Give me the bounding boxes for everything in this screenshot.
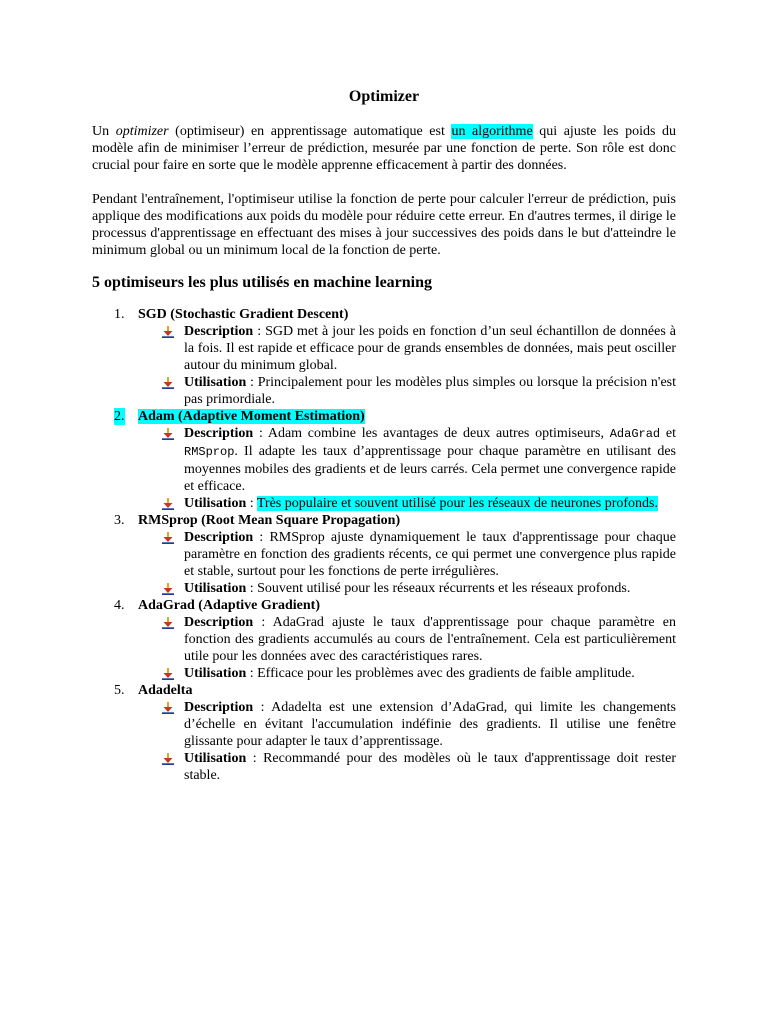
list-item (92, 597, 676, 682)
intro-text: (optimiseur) en apprentissage automatique est (168, 124, 452, 139)
list-item-heading (92, 408, 676, 425)
list-item (92, 306, 676, 408)
list-item-number: 4. (114, 598, 125, 613)
utilisation-bullet (92, 580, 676, 597)
highlighted-text: un algorithme (451, 124, 533, 139)
description-text: SGD met à jour les poids en fonction d’un seul échantillon de données à la fois. Il est rapide et efficace pour de grands ensembles de données, mais peut osciller autour du minimum global. (184, 324, 676, 373)
utilisation-text: Principalement pour les modèles plus simples ou lorsque la précision n'est pas primordiale. (184, 375, 677, 407)
optimizer-list (92, 306, 676, 784)
arrow-bullet-icon (162, 532, 174, 544)
description-bullet (92, 323, 676, 374)
arrow-bullet-icon (162, 498, 174, 510)
label-separator: : (253, 426, 268, 441)
utilisation-text: Efficace pour les problèmes avec des gradients de faible amplitude. (257, 666, 635, 681)
label-separator: : (253, 700, 272, 715)
arrow-bullet-icon (162, 753, 174, 765)
list-item-title: Adam (Adaptive Moment Estimation) (138, 409, 365, 424)
code-adagrad: AdaGrad (609, 427, 661, 441)
utilisation-label: Utilisation (184, 581, 247, 596)
utilisation-text-highlighted: Très populaire et souvent utilisé pour les réseaux de neurones profonds. (256, 496, 658, 511)
label-separator: : (246, 581, 258, 596)
arrow-bullet-icon (162, 377, 174, 389)
description-text: AdaGrad ajuste le taux d'apprentissage pour chaque paramètre en fonction des gradients accumulés au cours de l'entraînement. Cela est particulièrement utile pour les données avec des caractéristiques rares. (184, 615, 676, 664)
arrow-bullet-icon (162, 702, 174, 714)
list-item-heading (92, 306, 676, 323)
description-text: . Il adapte les taux d’apprentissage pour chaque paramètre en utilisant des moyennes mobiles des gradients et de leurs carrés. Cela permet une convergence rapide et efficace. (184, 444, 676, 494)
list-item-number: 3. (114, 513, 125, 528)
intro-paragraph-2: Pendant l'entraînement, l'optimiseur utilise la fonction de perte pour calculer l'erreur de prédiction, puis applique des modifications aux poids du modèle pour réduire cette erreur. En d'autres termes, il dirige le processus d'apprentissage en effectuant des mises à jour successives des poids dans le but d'atteindre le minimum global ou un minimum local de la fonction de perte. (92, 192, 676, 258)
list-item-number: 5. (114, 683, 125, 698)
list-item (92, 512, 676, 597)
description-bullet (92, 529, 676, 580)
arrow-bullet-icon (162, 428, 174, 440)
description-bullet (92, 425, 676, 495)
list-item-title: Adadelta (138, 683, 193, 698)
description-text: Adam combine les avantages de deux autres optimiseurs, (267, 426, 610, 441)
sub-list (92, 699, 676, 784)
list-item (92, 408, 676, 512)
label-separator: : (246, 375, 258, 390)
list-item-heading (92, 597, 676, 614)
label-separator: : (246, 666, 258, 681)
description-label: Description (184, 700, 254, 715)
utilisation-label: Utilisation (184, 751, 247, 766)
description-text: et (660, 426, 676, 441)
list-item-title: AdaGrad (Adaptive Gradient) (138, 598, 320, 613)
description-bullet (92, 614, 676, 665)
list-item (92, 682, 676, 784)
label-separator: : (253, 530, 270, 545)
list-item-title: SGD (Stochastic Gradient Descent) (138, 307, 349, 322)
utilisation-text: Recommandé pour des modèles où le taux d'apprentissage doit rester stable. (184, 751, 676, 783)
utilisation-label: Utilisation (184, 375, 247, 390)
description-bullet (92, 699, 676, 750)
description-label: Description (184, 530, 254, 545)
description-text: RMSprop ajuste dynamiquement le taux d'apprentissage pour chaque paramètre en fonction des gradients récents, ce qui permet une convergence plus rapide et stable, surtout pour les fonctions de perte irrégulières. (184, 530, 677, 579)
arrow-bullet-icon (162, 583, 174, 595)
intro-text: Un (92, 124, 116, 139)
utilisation-label: Utilisation (184, 666, 247, 681)
code-rmsprop: RMSprop (184, 445, 235, 459)
utilisation-bullet (92, 750, 676, 784)
list-item-title: RMSprop (Root Mean Square Propagation) (138, 513, 401, 528)
sub-list (92, 323, 676, 408)
document-title: Optimizer (348, 88, 420, 105)
description-text: Adadelta est une extension d’AdaGrad, qui limite les changements d’échelle en évitant l'accumulation indéfinie des gradients. Il utilise une fenêtre glissante pour adapter le taux d’apprentissage. (184, 700, 676, 749)
utilisation-bullet (92, 665, 676, 682)
list-item-number: 1. (114, 307, 125, 322)
description-label: Description (184, 615, 254, 630)
intro-paragraph-1 (92, 123, 676, 174)
description-label: Description (184, 324, 254, 339)
label-separator: : (246, 751, 264, 766)
arrow-bullet-icon (162, 326, 174, 338)
optimizer-term: optimizer (115, 124, 169, 139)
description-label: Description (184, 426, 254, 441)
arrow-bullet-icon (162, 668, 174, 680)
sub-list (92, 529, 676, 597)
label-separator: : (246, 496, 257, 511)
utilisation-bullet (92, 495, 676, 512)
sub-list (92, 425, 676, 512)
utilisation-label: Utilisation (184, 496, 247, 511)
section-heading: 5 optimiseurs les plus utilisés en machine learning (92, 274, 433, 291)
list-item-heading (92, 512, 676, 529)
list-item-heading (92, 682, 676, 699)
utilisation-text: Souvent utilisé pour les réseaux récurrents et les réseaux profonds. (257, 581, 631, 596)
intro-text: qui ajuste les poids du modèle afin de minimiser l’erreur de prédiction, mesurée par une fonction de perte. Son rôle est donc crucial pour faire en sorte que le modèle apprenne efficacement à partir des données. (92, 124, 676, 173)
utilisation-bullet (92, 374, 676, 408)
sub-list (92, 614, 676, 682)
arrow-bullet-icon (162, 617, 174, 629)
label-separator: : (253, 324, 266, 339)
label-separator: : (253, 615, 273, 630)
list-item-number: 2. (114, 409, 125, 424)
